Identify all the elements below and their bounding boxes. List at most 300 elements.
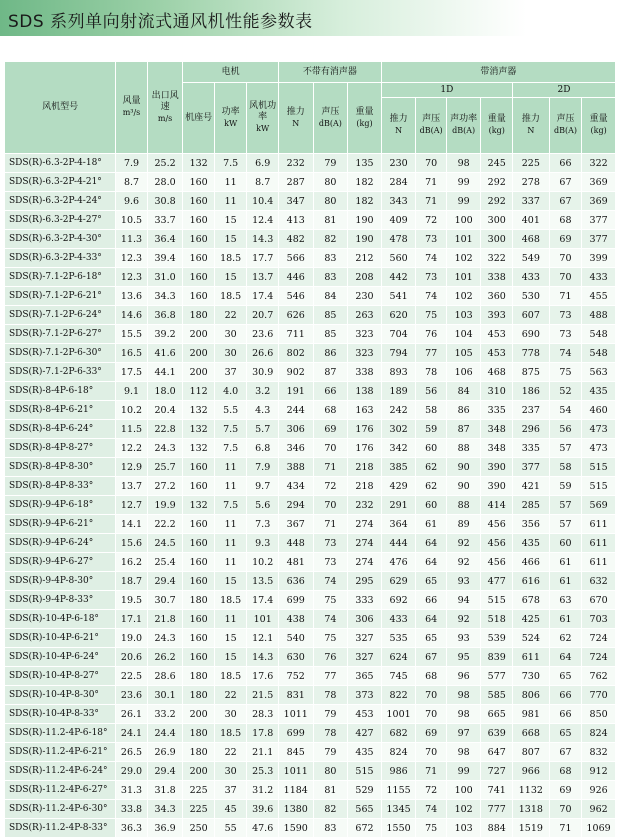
table-cell: 60 (416, 439, 446, 458)
table-cell: 132 (183, 420, 214, 439)
table-cell: 300 (481, 230, 512, 249)
table-cell: 250 (183, 819, 214, 838)
table-cell: 87 (313, 363, 348, 382)
table-cell: 5.6 (247, 496, 279, 515)
model-cell: SDS(R)-8-4P-6-21° (5, 401, 116, 420)
table-cell: 65 (416, 629, 446, 648)
table-cell: 348 (481, 439, 512, 458)
table-row (5, 610, 616, 629)
table-cell: 160 (183, 230, 214, 249)
table-cell: 515 (582, 477, 616, 496)
header-thrust-1d: 推力 N (381, 98, 416, 154)
table-cell: 16.5 (116, 344, 147, 363)
table-cell: 212 (348, 249, 382, 268)
table-cell: 585 (481, 686, 512, 705)
table-cell: 902 (278, 363, 313, 382)
table-cell: 611 (582, 553, 616, 572)
table-cell: 23.6 (116, 686, 147, 705)
table-row (5, 401, 616, 420)
table-cell: 19.0 (116, 629, 147, 648)
table-row (5, 192, 616, 211)
table-row (5, 667, 616, 686)
table-cell: 68 (416, 667, 446, 686)
table-cell: 82 (313, 800, 348, 819)
table-cell: 160 (183, 192, 214, 211)
table-cell: 724 (582, 629, 616, 648)
header-motor-group: 电机 (183, 62, 279, 83)
table-cell: 218 (348, 458, 382, 477)
table-cell: 306 (348, 610, 382, 629)
table-cell: 180 (183, 667, 214, 686)
table-cell: 15 (214, 211, 247, 230)
table-cell: 569 (582, 496, 616, 515)
table-cell: 682 (381, 724, 416, 743)
table-cell: 62 (416, 458, 446, 477)
table-cell: 274 (348, 515, 382, 534)
table-cell: 367 (278, 515, 313, 534)
table-cell: 460 (582, 401, 616, 420)
model-cell: SDS(R)-6.3-2P-4-33° (5, 249, 116, 268)
table-cell: 83 (313, 819, 348, 838)
table-cell: 39.4 (147, 249, 183, 268)
model-cell: SDS(R)-6.3-2P-4-21° (5, 173, 116, 192)
table-cell: 79 (313, 705, 348, 724)
table-cell: 322 (481, 249, 512, 268)
table-cell: 822 (381, 686, 416, 705)
table-cell: 160 (183, 515, 214, 534)
table-cell: 67 (416, 648, 446, 667)
table-cell: 98 (446, 743, 481, 762)
table-cell: 52 (549, 382, 582, 401)
table-cell: 12.3 (116, 268, 147, 287)
table-cell: 831 (278, 686, 313, 705)
table-cell: 409 (381, 211, 416, 230)
model-cell: SDS(R)-7.1-2P-6-24° (5, 306, 116, 325)
table-row (5, 363, 616, 382)
table-cell: 24.3 (147, 439, 183, 458)
table-row (5, 819, 616, 838)
table-cell: 284 (381, 173, 416, 192)
table-cell: 18.5 (214, 667, 247, 686)
table-cell: 20.7 (247, 306, 279, 325)
table-row (5, 534, 616, 553)
table-cell: 160 (183, 287, 214, 306)
table-cell: 11 (214, 553, 247, 572)
table-cell: 327 (348, 629, 382, 648)
table-cell: 632 (582, 572, 616, 591)
table-cell: 225 (183, 800, 214, 819)
table-cell: 369 (582, 173, 616, 192)
table-cell: 82 (313, 230, 348, 249)
table-cell: 630 (278, 648, 313, 667)
table-cell: 456 (481, 534, 512, 553)
table-cell: 620 (381, 306, 416, 325)
table-cell: 24.4 (147, 724, 183, 743)
table-cell: 548 (582, 344, 616, 363)
table-cell: 99 (446, 192, 481, 211)
table-cell: 63 (549, 591, 582, 610)
table-cell: 62 (416, 477, 446, 496)
table-cell: 232 (348, 496, 382, 515)
table-cell: 274 (348, 553, 382, 572)
model-cell: SDS(R)-8-4P-6-18° (5, 382, 116, 401)
table-cell: 482 (278, 230, 313, 249)
table-cell: 668 (512, 724, 549, 743)
table-cell: 762 (582, 667, 616, 686)
model-cell: SDS(R)-11.2-4P-8-33° (5, 819, 116, 838)
model-cell: SDS(R)-7.1-2P-6-27° (5, 325, 116, 344)
table-cell: 824 (582, 724, 616, 743)
table-cell: 70 (549, 268, 582, 287)
table-cell: 703 (582, 610, 616, 629)
table-cell: 15.5 (116, 325, 147, 344)
table-cell: 26.5 (116, 743, 147, 762)
table-cell: 79 (313, 154, 348, 173)
table-cell: 292 (481, 173, 512, 192)
table-cell: 70 (416, 686, 446, 705)
table-cell: 160 (183, 534, 214, 553)
table-cell: 237 (512, 401, 549, 420)
table-cell: 294 (278, 496, 313, 515)
model-cell: SDS(R)-8-4P-6-24° (5, 420, 116, 439)
table-cell: 477 (481, 572, 512, 591)
table-cell: 481 (278, 553, 313, 572)
table-cell: 777 (481, 800, 512, 819)
table-cell: 27.2 (147, 477, 183, 496)
table-cell: 377 (582, 211, 616, 230)
table-cell: 453 (348, 705, 382, 724)
table-cell: 54 (549, 401, 582, 420)
table-cell: 369 (582, 192, 616, 211)
table-cell: 435 (512, 534, 549, 553)
table-cell: 101 (446, 268, 481, 287)
table-cell: 160 (183, 211, 214, 230)
table-cell: 88 (446, 439, 481, 458)
table-cell: 377 (582, 230, 616, 249)
table-cell: 72 (416, 781, 446, 800)
table-cell: 20.6 (116, 648, 147, 667)
page-title: SDS 系列单向射流式通风机性能参数表 (8, 12, 313, 32)
model-cell: SDS(R)-9-4P-6-21° (5, 515, 116, 534)
table-cell: 64 (416, 610, 446, 629)
table-cell: 190 (348, 230, 382, 249)
table-cell: 112 (183, 382, 214, 401)
table-row (5, 762, 616, 781)
table-cell: 71 (416, 762, 446, 781)
table-cell: 4.0 (214, 382, 247, 401)
table-row (5, 629, 616, 648)
table-cell: 66 (549, 154, 582, 173)
table-cell: 163 (348, 401, 382, 420)
table-cell: 263 (348, 306, 382, 325)
table-cell: 70 (416, 743, 446, 762)
table-cell: 524 (512, 629, 549, 648)
header-thrust-2d: 推力 N (512, 98, 549, 154)
table-cell: 85 (313, 306, 348, 325)
table-cell: 323 (348, 344, 382, 363)
table-row (5, 591, 616, 610)
table-cell: 1550 (381, 819, 416, 838)
table-cell: 94 (446, 591, 481, 610)
table-cell: 986 (381, 762, 416, 781)
table-cell: 11 (214, 515, 247, 534)
table-cell: 242 (381, 401, 416, 420)
table-cell: 78 (313, 686, 348, 705)
table-cell: 11.3 (116, 230, 147, 249)
model-cell: SDS(R)-8-4P-8-27° (5, 439, 116, 458)
table-cell: 15 (214, 648, 247, 667)
table-cell: 563 (582, 363, 616, 382)
table-cell: 337 (512, 192, 549, 211)
table-cell: 670 (582, 591, 616, 610)
table-cell: 58 (416, 401, 446, 420)
table-cell: 390 (481, 477, 512, 496)
table-cell: 61 (416, 515, 446, 534)
table-row (5, 249, 616, 268)
table-cell: 540 (278, 629, 313, 648)
table-cell: 11 (214, 610, 247, 629)
table-cell: 1132 (512, 781, 549, 800)
table-cell: 200 (183, 363, 214, 382)
table-cell: 429 (381, 477, 416, 496)
table-cell: 300 (481, 211, 512, 230)
table-cell: 176 (348, 439, 382, 458)
table-cell: 565 (348, 800, 382, 819)
header-sound-power-1d: 声功率 dB(A) (446, 98, 481, 154)
table-cell: 824 (381, 743, 416, 762)
table-cell: 291 (381, 496, 416, 515)
table-cell: 699 (278, 724, 313, 743)
table-cell: 77 (416, 344, 446, 363)
table-cell: 74 (313, 610, 348, 629)
table-cell: 18.5 (214, 724, 247, 743)
table-cell: 278 (512, 173, 549, 192)
table-cell: 981 (512, 705, 549, 724)
table-cell: 778 (512, 344, 549, 363)
table-row (5, 800, 616, 819)
table-cell: 36.8 (147, 306, 183, 325)
table-cell: 12.3 (116, 249, 147, 268)
table-cell: 80 (313, 762, 348, 781)
table-cell: 73 (313, 553, 348, 572)
table-cell: 70 (416, 705, 446, 724)
table-cell: 17.5 (116, 363, 147, 382)
table-cell: 7.5 (214, 154, 247, 173)
table-cell: 93 (446, 629, 481, 648)
table-row (5, 306, 616, 325)
model-cell: SDS(R)-10-4P-8-33° (5, 705, 116, 724)
table-cell: 191 (278, 382, 313, 401)
table-cell: 401 (512, 211, 549, 230)
table-cell: 1380 (278, 800, 313, 819)
table-cell: 24.1 (116, 724, 147, 743)
table-cell: 13.6 (116, 287, 147, 306)
table-row (5, 382, 616, 401)
table-cell: 433 (381, 610, 416, 629)
table-cell: 377 (512, 458, 549, 477)
table-cell: 473 (582, 439, 616, 458)
table-cell: 466 (512, 553, 549, 572)
table-cell: 71 (549, 819, 582, 838)
table-cell: 3.2 (247, 382, 279, 401)
table-cell: 13.5 (247, 572, 279, 591)
table-cell: 31.3 (116, 781, 147, 800)
table-cell: 138 (348, 382, 382, 401)
model-cell: SDS(R)-6.3-2P-4-30° (5, 230, 116, 249)
table-cell: 453 (481, 325, 512, 344)
table-cell: 71 (416, 192, 446, 211)
table-cell: 343 (381, 192, 416, 211)
table-cell: 7.3 (247, 515, 279, 534)
table-cell: 71 (549, 287, 582, 306)
table-cell: 11 (214, 173, 247, 192)
table-cell: 285 (512, 496, 549, 515)
table-row (5, 477, 616, 496)
table-cell: 295 (348, 572, 382, 591)
table-cell: 18.7 (116, 572, 147, 591)
table-cell: 208 (348, 268, 382, 287)
table-cell: 456 (481, 553, 512, 572)
table-cell: 421 (512, 477, 549, 496)
table-cell: 433 (582, 268, 616, 287)
table-cell: 23.6 (247, 325, 279, 344)
table-cell: 6.9 (247, 154, 279, 173)
table-cell: 90 (446, 458, 481, 477)
table-cell: 364 (381, 515, 416, 534)
table-cell: 180 (183, 591, 214, 610)
table-cell: 807 (512, 743, 549, 762)
table-row (5, 420, 616, 439)
table-cell: 629 (381, 572, 416, 591)
table-cell: 160 (183, 249, 214, 268)
table-cell: 541 (381, 287, 416, 306)
table-cell: 67 (549, 743, 582, 762)
table-cell: 160 (183, 268, 214, 287)
table-cell: 64 (416, 553, 446, 572)
table-cell: 74 (416, 287, 446, 306)
table-row (5, 230, 616, 249)
table-cell: 61 (549, 572, 582, 591)
table-cell: 80 (313, 173, 348, 192)
table-cell: 92 (446, 610, 481, 629)
table-cell: 11 (214, 534, 247, 553)
model-cell: SDS(R)-10-4P-6-21° (5, 629, 116, 648)
table-row (5, 648, 616, 667)
table-cell: 745 (381, 667, 416, 686)
table-cell: 8.7 (116, 173, 147, 192)
header-motor-base: 机座号 (183, 83, 214, 154)
table-cell: 11.5 (116, 420, 147, 439)
header-model: 风机型号 (5, 62, 116, 154)
performance-table (4, 61, 616, 838)
table-cell: 802 (278, 344, 313, 363)
table-cell: 34.3 (147, 800, 183, 819)
table-cell: 727 (481, 762, 512, 781)
table-cell: 36.3 (116, 819, 147, 838)
table-cell: 1069 (582, 819, 616, 838)
table-cell: 347 (278, 192, 313, 211)
table-cell: 200 (183, 344, 214, 363)
table-cell: 453 (481, 344, 512, 363)
table-cell: 68 (549, 762, 582, 781)
table-cell: 132 (183, 154, 214, 173)
table-cell: 75 (549, 363, 582, 382)
table-cell: 70 (416, 154, 446, 173)
table-cell: 1345 (381, 800, 416, 819)
table-cell: 6.8 (247, 439, 279, 458)
table-cell: 845 (278, 743, 313, 762)
table-cell: 64 (549, 648, 582, 667)
table-cell: 385 (381, 458, 416, 477)
table-cell: 180 (183, 743, 214, 762)
table-cell: 832 (582, 743, 616, 762)
table-cell: 770 (582, 686, 616, 705)
table-cell: 67 (549, 173, 582, 192)
table-cell: 539 (481, 629, 512, 648)
table-cell: 98 (446, 686, 481, 705)
model-cell: SDS(R)-6.3-2P-4-18° (5, 154, 116, 173)
table-cell: 611 (512, 648, 549, 667)
table-cell: 274 (348, 534, 382, 553)
table-cell: 333 (348, 591, 382, 610)
table-cell: 690 (512, 325, 549, 344)
table-cell: 292 (481, 192, 512, 211)
table-cell: 160 (183, 572, 214, 591)
table-cell: 98 (446, 705, 481, 724)
table-cell: 60 (549, 534, 582, 553)
table-cell: 29.4 (147, 762, 183, 781)
header-weight-2d: 重量 (kg) (582, 98, 616, 154)
table-cell: 704 (381, 325, 416, 344)
table-cell: 78 (416, 363, 446, 382)
table-cell: 244 (278, 401, 313, 420)
table-cell: 74 (549, 344, 582, 363)
table-cell: 96 (446, 667, 481, 686)
table-cell: 76 (416, 325, 446, 344)
table-cell: 30 (214, 762, 247, 781)
table-cell: 69 (313, 420, 348, 439)
table-cell: 245 (481, 154, 512, 173)
table-cell: 100 (446, 781, 481, 800)
table-cell: 444 (381, 534, 416, 553)
table-cell: 624 (381, 648, 416, 667)
table-cell: 12.1 (247, 629, 279, 648)
table-cell: 65 (549, 667, 582, 686)
model-cell: SDS(R)-9-4P-6-27° (5, 553, 116, 572)
table-row (5, 515, 616, 534)
table-cell: 850 (582, 705, 616, 724)
table-cell: 200 (183, 705, 214, 724)
title-bar (0, 0, 619, 36)
table-cell: 29.0 (116, 762, 147, 781)
table-cell: 33.2 (147, 705, 183, 724)
model-cell: SDS(R)-10-4P-8-30° (5, 686, 116, 705)
model-cell: SDS(R)-8-4P-8-30° (5, 458, 116, 477)
table-cell: 30.9 (247, 363, 279, 382)
table-cell: 39.2 (147, 325, 183, 344)
table-cell: 14.1 (116, 515, 147, 534)
table-cell: 7.5 (214, 420, 247, 439)
table-row (5, 439, 616, 458)
table-cell: 13.7 (116, 477, 147, 496)
table-cell: 912 (582, 762, 616, 781)
table-cell: 926 (582, 781, 616, 800)
table-cell: 306 (278, 420, 313, 439)
table-cell: 530 (512, 287, 549, 306)
table-cell: 31.8 (147, 781, 183, 800)
table-cell: 438 (278, 610, 313, 629)
table-cell: 56 (549, 420, 582, 439)
